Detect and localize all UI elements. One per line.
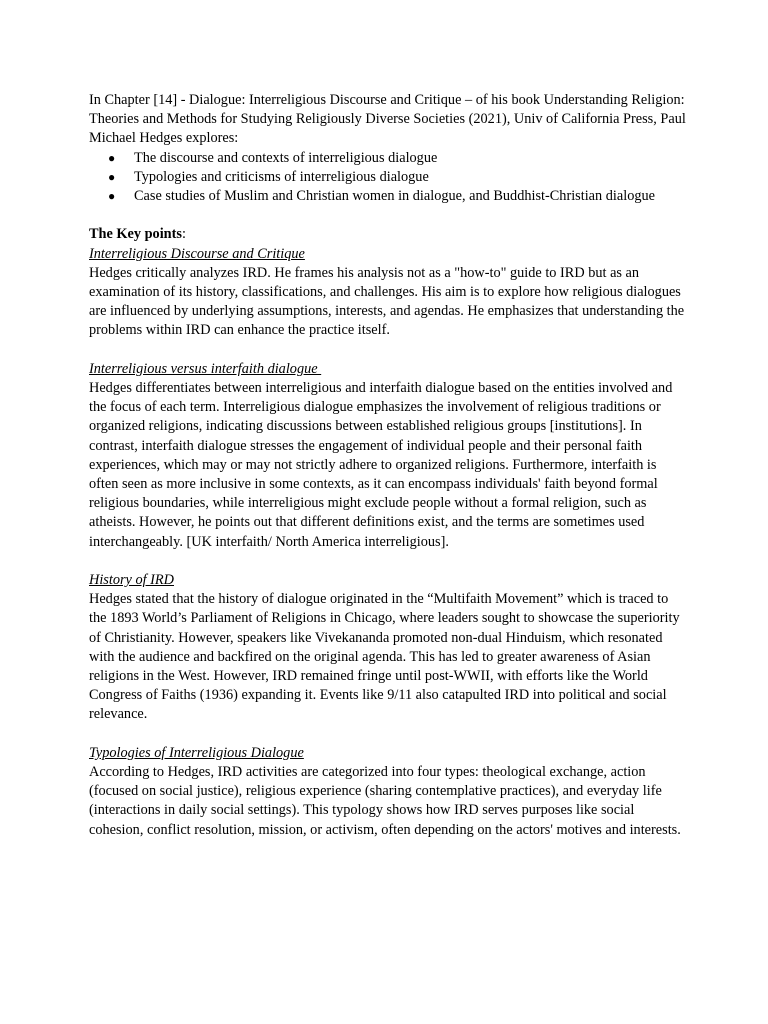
bullet-icon: ● <box>108 189 116 204</box>
paragraph-spacer <box>89 341 689 360</box>
section-heading-text: Interreligious versus interfaith dialogue <box>89 360 322 377</box>
section-heading-text: Interreligious Discourse and Critique <box>89 245 305 262</box>
section-heading <box>89 571 689 590</box>
section-heading <box>89 360 689 379</box>
paragraph-spacer <box>89 552 689 571</box>
section-heading <box>89 245 689 264</box>
topics-list <box>89 149 689 207</box>
section-heading-text: History of IRD <box>89 572 174 589</box>
document-page <box>89 91 689 840</box>
section-heading-text: Typologies of Interreligious Dialogue <box>89 744 304 761</box>
key-points-heading <box>89 225 689 244</box>
list-item <box>89 187 689 206</box>
section-body: Hedges differentiates between interreligious and interfaith dialogue based on the entities involved and the focus of each term. Interreligious dialogue emphasizes the involvement of religious traditions or organized religions, indicating discussions between established religious groups [institutions]. In contrast, interfaith dialogue stresses the engagement of individual people and their personal faith experiences, which may or may not strictly adhere to organized religions. Furthermore, interfaith is often seen as more inclusive in some contexts, as it can encompass individuals' faith beyond formal religious boundaries, while interreligious might exclude people without a formal religion, such as atheists. However, he points out that different definitions exist, and the terms are sometimes used interchangeably. [UK interfaith/ North America interreligious]. <box>89 380 673 550</box>
key-points-colon: : <box>181 226 186 243</box>
section-body: Hedges critically analyzes IRD. He frames his analysis not as a "how-to" guide to IRD but as an examination of its history, classifications, and challenges. His aim is to explore how religious dialogues are influenced by underlying assumptions, interests, and agendas. He emphasizes that understanding the problems within IRD can enhance the practice itself. <box>89 264 685 339</box>
paragraph-spacer <box>89 206 689 225</box>
paragraph-spacer <box>89 725 689 744</box>
intro-paragraph: In Chapter [14] - Dialogue: Interreligious Discourse and Critique – of his book Understanding Religion: Theories and Methods for Studying Religiously Diverse Societies (2021), Univ of California Press, Paul Michael Hedges explores: <box>89 92 686 147</box>
list-item-text: The discourse and contexts of interreligious dialogue <box>134 149 438 166</box>
list-item-text: Case studies of Muslim and Christian women in dialogue, and Buddhist-Christian dialogue <box>134 188 655 205</box>
bullet-icon: ● <box>108 150 116 165</box>
bullet-icon: ● <box>108 169 116 184</box>
list-item <box>89 168 689 187</box>
section-body: Hedges stated that the history of dialogue originated in the “Multifaith Movement” which is traced to the 1893 World’s Parliament of Religions in Chicago, where leaders sought to showcase the superiority of Christianity. However, speakers like Vivekananda promoted non-dual Hinduism, which resonated with the audience and backfired on the original agenda. This has led to greater awareness of Asian religions in the West. However, IRD remained fringe until post-WWII, with efforts like the World Congress of Faiths (1936) expanding it. Events like 9/11 also catapulted IRD into political and social relevance. <box>89 591 680 723</box>
list-item-text: Typologies and criticisms of interreligious dialogue <box>134 168 429 185</box>
section-body: According to Hedges, IRD activities are categorized into four types: theological exchange, action (focused on social justice), religious experience (sharing contemplative practices), and everyday life (interactions in daily social settings). This typology shows how IRD serves purposes like social cohesion, conflict resolution, mission, or activism, often depending on the actors' motives and interests. <box>89 764 681 838</box>
key-points-title: The Key points <box>89 226 182 243</box>
list-item <box>89 149 689 168</box>
section-heading <box>89 744 689 763</box>
